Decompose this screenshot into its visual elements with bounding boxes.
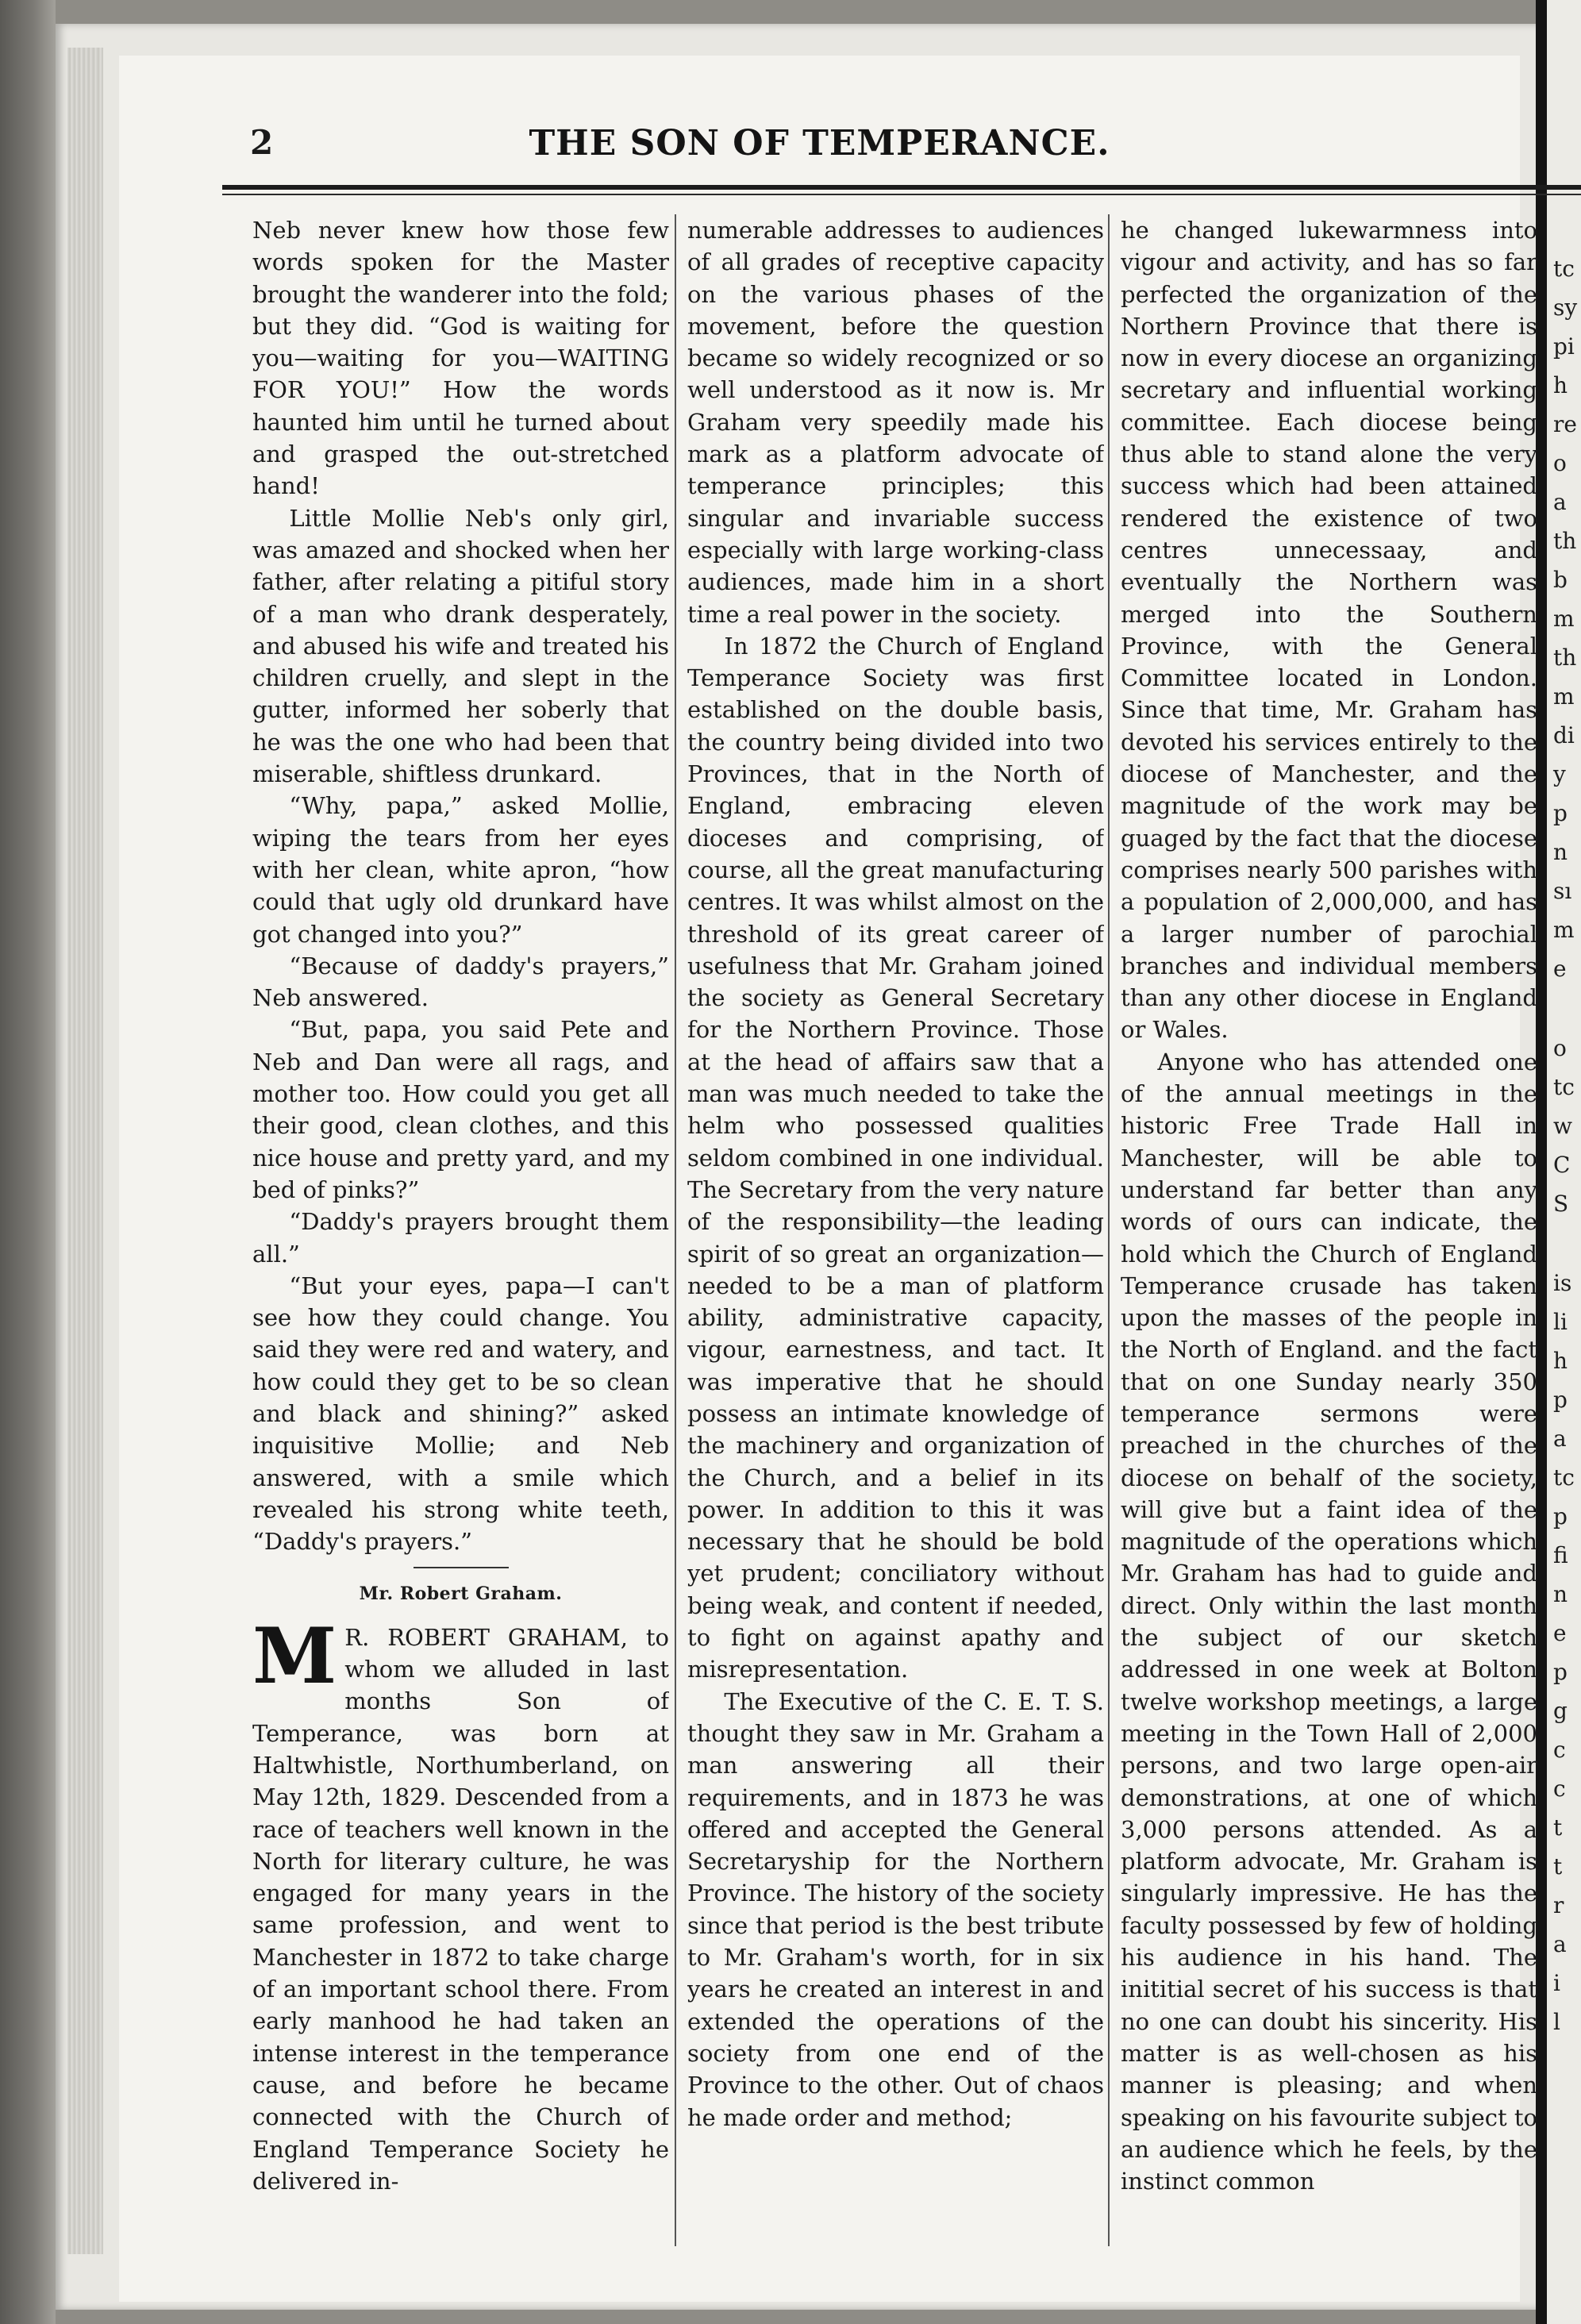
adjacent-page-fragment: m (1553, 683, 1575, 710)
adjacent-page-fragment: y (1553, 761, 1566, 787)
adjacent-page-fragment: tc (1553, 1464, 1575, 1491)
adjacent-page-fragment: o (1553, 1035, 1567, 1061)
header-rule-thick (222, 185, 1581, 190)
paragraph: Anyone who has attended one of the annual meetings in the historic Free Trade Hall in Manchester, will be able to understand far better than any words of ours can indicate, the hold which the Church of England Temperance crusade has taken upon the masses of the people in the North of England. and the fact that on one Sunday nearly 350 temperance sermons were preached in the churches of the diocese on behalf of the society, will give but a faint idea of the magnitude of the operations which Mr. Graham has had to guide and direct. Only within the last month the subject of our sketch addressed in one week at Bolton twelve workshop meetings, a large meeting in the Town Hall of 2,000 persons, and two large open-air demonstrations, at one of which 3,000 persons attended. As a platform advocate, Mr. Graham is singularly impressive. He has the faculty possessed by few of holding his audience in his hand. The inititial secret of his success is that no one can doubt his sincerity. His matter is as well-chosen as his manner is pleasing; and when speaking on his favourite subject to an audience which he feels, by the instinct common (1121, 1048, 1537, 2195)
adjacent-page-fragment: n (1553, 1581, 1568, 1607)
adjacent-page-fragment: sı (1553, 878, 1572, 904)
graham-paragraph (252, 1610, 669, 2197)
adjacent-page-fragment: tc (1553, 256, 1575, 282)
section-heading: Mr. Robert Graham. (252, 1578, 669, 1610)
adjacent-page-fragment: re (1553, 411, 1577, 437)
adjacent-page-fragment: w (1553, 1113, 1572, 1139)
paragraph: Little Mollie Neb's only girl, was amazed and shocked when her father, after relating a pitiful story of a man who drank desperately, and abused his wife and treated his children cruelly, and slept in the gutter, informed her soberly that he was the one who had been that miserable, shiftless drunkard. (252, 504, 669, 788)
adjacent-page-fragment: pi (1553, 333, 1575, 360)
adjacent-page-fragment: p (1553, 1503, 1568, 1529)
adjacent-page-fragment: h (1553, 372, 1568, 398)
adjacent-page-fragment: p (1553, 1659, 1568, 1685)
page-number: 2 (250, 123, 274, 162)
adjacent-page-fragment: p (1553, 800, 1568, 826)
adjacent-page-strip (1536, 0, 1581, 2324)
paragraph: In 1872 the Church of England Temperance Society was first established on the double basis, the country being divided into two Provinces, that in the North of England, embracing eleven dioceses and comprising, of course, all the great manufacturing centres. It was whilst almost on the threshold of its great career of usefulness that Mr. Graham joined the society as General Secretary for the Northern Province. Those at the head of affairs saw that a man was much needed to take the helm who possessed qualities seldom combined in one individual. The Secretary from the very nature of the responsibility—the leading spirit of so great an organization—needed to be a man of platform ability, administrative capacity, vigour, earnestness, and tact. It was imperative that he should possess an intimate knowledge of the machinery and organization of the Church, and a belief in its power. In addition to this it was necessary that he should be bold yet prudent; conciliatory without being weak, and content if needed, to fight on against apathy and misrepresentation. (687, 632, 1104, 1683)
column-2 (687, 214, 1104, 2246)
adjacent-page-fragment: di (1553, 722, 1575, 748)
page-sheet (119, 56, 1537, 2302)
adjacent-page-fragment: l (1553, 2009, 1560, 2035)
adjacent-page-fragment: S (1553, 1191, 1569, 1217)
adjacent-page-fragment: C (1553, 1152, 1571, 1178)
paragraph: “Daddy's prayers brought them all.” (252, 1208, 669, 1268)
column-1 (252, 214, 669, 2246)
adjacent-page-fragment: o (1553, 450, 1567, 476)
running-title: THE SON OF TEMPERANCE. (529, 123, 1110, 164)
adjacent-page-fragment: t (1553, 1814, 1563, 1841)
adjacent-page-fragment: li (1553, 1309, 1568, 1335)
adjacent-page-fragment: m (1553, 606, 1575, 632)
drop-cap: M (252, 1610, 337, 1701)
book-spine-edge (67, 48, 103, 2254)
adjacent-page-fragment: c (1553, 1776, 1566, 1802)
adjacent-page-fragment: a (1553, 1426, 1567, 1452)
adjacent-page-fragment: is (1553, 1270, 1572, 1296)
column-divider (1108, 214, 1110, 2246)
header-rule-thin (222, 194, 1581, 195)
paragraph: he changed lukewarmness into vigour and activity, and has so far perfected the organization of the Northern Province that there is now in every diocese an organizing secretary and influential working committee. Each diocese being thus able to stand alone the very success which had been attained rendered the existence of two centres unnecessaay, and eventually the Northern was merged into the Southern Province, with the General Committee located in London. Since that time, Mr. Graham has devoted his services entirely to the diocese of Manchester, and the magnitude of the work may be guaged by the fact that the diocese comprises nearly 500 parishes with a population of 2,000,000, and has a larger number of parochial branches and individual members than any other diocese in England or Wales. (1121, 217, 1537, 1044)
paragraph: “But, papa, you said Pete and Neb and Dan were all rags, and mother too. How could you get all their good, clean clothes, and this nice house and pretty yard, and my bed of pinks?” (252, 1016, 669, 1203)
column-divider (675, 214, 676, 2246)
adjacent-page-fragment: b (1553, 567, 1568, 593)
adjacent-page-fragment: fi (1553, 1542, 1568, 1568)
graham-text: R. ROBERT GRAHAM, to whom we alluded in last months Son of Temperance, was born at Haltwhistle, Northumberland, on May 12th, 1829. Descended from a race of teachers well known in the North for literary culture, he was engaged for many years in the same profession, and went to Manchester in 1872 to take charge of an important school there. From early manhood he had taken an intense interest in the temperance cause, and before he became connected with the Church of England Temperance Society he delivered in- (252, 1623, 669, 2195)
adjacent-page-fragment: n (1553, 839, 1568, 865)
adjacent-page-fragment: th (1553, 528, 1577, 554)
column-3 (1121, 214, 1537, 2246)
adjacent-page-fragment: h (1553, 1348, 1568, 1374)
paragraph: “Because of daddy's prayers,” Neb answered. (252, 952, 669, 1012)
adjacent-page-fragment: a (1553, 489, 1567, 515)
adjacent-page-fragment: m (1553, 917, 1575, 943)
adjacent-page-fragment: p (1553, 1387, 1568, 1413)
adjacent-page-fragment: c (1553, 1737, 1566, 1763)
adjacent-page-fragment: tc (1553, 1074, 1575, 1100)
adjacent-page-fragment: e (1553, 1620, 1567, 1646)
adjacent-page-fragment: g (1553, 1698, 1568, 1724)
paragraph: “But your eyes, papa—I can't see how they could change. You said they were red and watery, and how could they get to be so clean and black and shining?” asked inquisitive Mollie; and Neb answered, with a smile which revealed his strong white teeth, “Daddy's prayers.” (252, 1272, 669, 1556)
adjacent-page-fragment: t (1553, 1853, 1563, 1880)
paragraph: The Executive of the C. E. T. S. thought they saw in Mr. Graham a man answering all their requirements, and in 1873 he was offered and accepted the General Secretaryship for the Northern Province. The history of the society since that period is the best tribute to Mr. Graham's worth, for in six years he created an interest in and extended the operations of the society from one end of the Province to the other. Out of chaos he made order and method; (687, 1687, 1104, 2131)
paragraph: “Why, papa,” asked Mollie, wiping the tears from her eyes with her clean, white apron, “how could that ugly old drunkard have got changed into you?” (252, 792, 669, 948)
scan-background-left (0, 0, 56, 2324)
paragraph: Neb never knew how those few words spoken for the Master brought the wanderer into the fold; but they did. “God is waiting for you—waiting for you—WAITING FOR YOU!” How the words haunted him until he turned about and grasped the out-stretched hand! (252, 217, 669, 500)
adjacent-page-fragment: i (1553, 1970, 1560, 1996)
adjacent-page-fragment: th (1553, 644, 1577, 671)
page-gutter-shadow (1536, 0, 1547, 2324)
paragraph: numerable addresses to audiences of all grades of receptive capacity on the various phases of the movement, before the question became so widely recognized or so well understood as it now is. Mr Graham very speedily made his mark as a platform advocate of temperance principles; this singular and invariable success especially with large working-class audiences, made him in a short time a real power in the society. (687, 217, 1104, 628)
adjacent-page-fragment: sy (1553, 294, 1578, 321)
running-header (119, 123, 1520, 171)
adjacent-page-fragment: r (1553, 1892, 1564, 1918)
adjacent-page-fragment: a (1553, 1931, 1567, 1957)
adjacent-page-fragment: e (1553, 956, 1567, 982)
